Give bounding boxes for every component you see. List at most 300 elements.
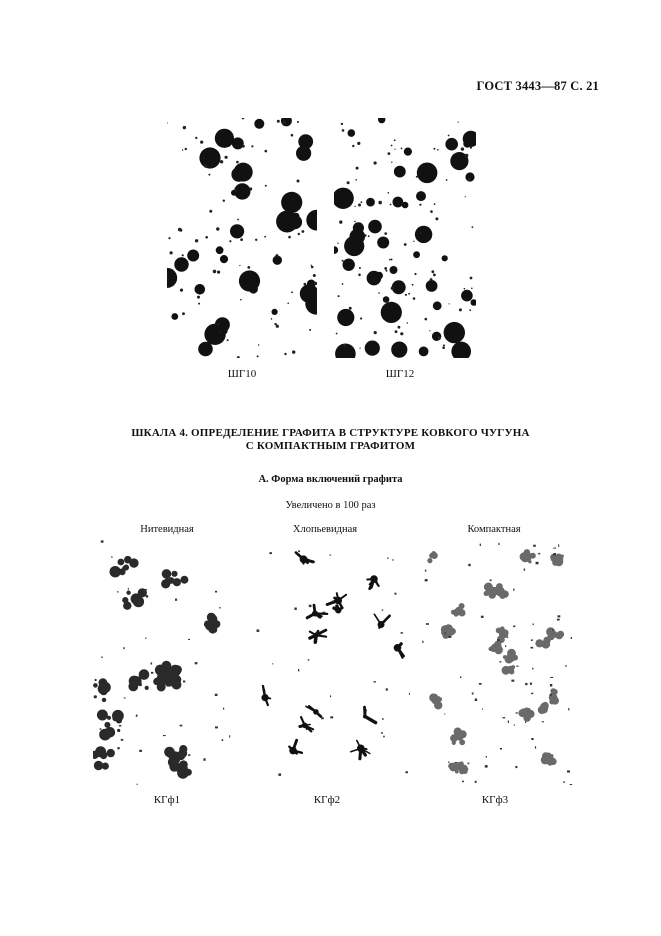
graphite-speck (117, 747, 119, 749)
graphite-speck (215, 726, 218, 728)
graphite-speck (508, 721, 509, 723)
graphite-speck (464, 288, 466, 290)
graphite-speck (297, 121, 299, 123)
graphite-speck (298, 233, 300, 235)
graphite-speck (302, 230, 305, 233)
graphite-speck (121, 739, 123, 741)
graphite-speck (119, 725, 122, 726)
graphite-speck (446, 179, 448, 181)
graphite-speck (405, 771, 408, 773)
graphite-speck (413, 241, 414, 242)
graphite-speck (516, 666, 519, 667)
graphite-speck (337, 243, 338, 244)
graphite-nodule (195, 284, 206, 295)
graphite-speck (558, 615, 561, 617)
graphite-speck (197, 296, 200, 299)
heading-kgf2: Хлопьевидная (292, 524, 358, 535)
graphite-speck (347, 181, 350, 184)
graphite-speck (531, 639, 533, 641)
graphite-speck (499, 661, 501, 662)
graphite-flake (300, 717, 313, 731)
graphite-speck (531, 647, 534, 649)
graphite-nodule (393, 197, 404, 208)
graphite-flake (296, 553, 313, 564)
graphite-speck (383, 736, 385, 738)
graphite-speck (229, 735, 230, 738)
graphite-speck (294, 608, 296, 610)
graphite-speck (389, 259, 391, 261)
micrograph-kgf1 (93, 540, 243, 785)
graphite-speck (384, 299, 386, 301)
graphite-nodule (174, 257, 188, 271)
graphite-nodule (417, 163, 438, 184)
graphite-speck (480, 544, 481, 546)
graphite-speck (170, 251, 173, 254)
graphite-speck (384, 267, 387, 270)
graphite-speck (225, 156, 228, 159)
graphite-speck (247, 266, 250, 269)
graphite-speck (203, 157, 205, 159)
graphite-nodule (426, 280, 438, 292)
graphite-speck (565, 665, 567, 666)
graphite-speck (313, 274, 316, 277)
graphite-speck (272, 663, 273, 664)
graphite-speck (291, 134, 294, 137)
graphite-speck (387, 558, 388, 559)
graphite-speck (318, 713, 319, 714)
graphite-inclusion (541, 752, 557, 765)
graphite-nodule (366, 198, 375, 207)
graphite-speck (330, 695, 331, 697)
graphite-inclusion (518, 708, 534, 722)
graphite-speck (431, 270, 434, 273)
graphite-speck (448, 135, 450, 137)
graphite-speck (269, 552, 272, 554)
graphite-speck (535, 746, 536, 748)
graphite-speck (516, 712, 518, 713)
graphite-speck (183, 126, 186, 129)
graphite-nodule (444, 322, 465, 343)
graphite-speck (167, 122, 168, 123)
graphite-nodule (419, 347, 429, 357)
graphite-speck (458, 122, 459, 123)
graphite-speck (384, 232, 387, 235)
graphite-inclusion (550, 554, 564, 567)
graphite-speck (185, 148, 187, 150)
graphite-speck (444, 714, 445, 715)
graphite-speck (352, 145, 354, 147)
graphite-speck (530, 683, 532, 685)
graphite-nodule (381, 302, 402, 323)
graphite-speck (412, 284, 414, 286)
graphite-speck (223, 708, 224, 710)
graphite-speck (358, 204, 361, 207)
graphite-speck (391, 259, 393, 261)
graphite-nodule (368, 220, 382, 234)
graphite-speck (124, 698, 126, 699)
graphite-speck (515, 766, 517, 768)
graphite-speck (374, 161, 377, 164)
graphite-speck (200, 141, 203, 144)
graphite-speck (525, 683, 527, 685)
graphite-speck (235, 189, 237, 191)
micrograph-kgf3-image (422, 540, 572, 785)
graphite-speck (486, 756, 487, 758)
graphite-speck (429, 330, 430, 331)
graphite-speck (284, 353, 286, 355)
graphite-speck (408, 293, 410, 295)
graphite-speck (407, 322, 408, 323)
graphite-flake (306, 706, 321, 716)
graphite-flake (310, 630, 326, 642)
graphite-speck (278, 773, 281, 776)
graphite-speck (382, 610, 383, 611)
graphite-speck (405, 294, 407, 296)
graphite-speck (550, 684, 552, 687)
graphite-speck (568, 708, 569, 710)
graphite-speck (311, 266, 314, 269)
graphite-speck (309, 605, 312, 607)
graphite-speck (448, 636, 451, 638)
graphite-nodule (286, 200, 297, 211)
graphite-speck (358, 274, 361, 277)
graphite-speck (216, 227, 219, 230)
graphite-speck (425, 318, 428, 321)
graphite-inclusion (538, 702, 549, 714)
graphite-speck (472, 693, 474, 695)
graphite-speck (100, 728, 102, 730)
graphite-speck (339, 220, 342, 223)
graphite-speck (442, 346, 445, 349)
graphite-speck (203, 758, 205, 761)
graphite-speck (433, 274, 436, 277)
graphite-speck (255, 239, 257, 241)
graphite-speck (183, 681, 185, 683)
graphite-speck (237, 356, 240, 358)
graphite-speck (182, 312, 185, 315)
graphite-speck (128, 588, 129, 590)
graphite-nodule (343, 259, 355, 271)
graphite-speck (381, 732, 383, 734)
graphite-speck (433, 148, 435, 150)
graphite-nodule (234, 183, 250, 199)
graphite-speck (373, 681, 376, 682)
graphite-nodule (344, 236, 364, 256)
section-subtitle: А. Форма включений графита (258, 474, 403, 485)
graphite-nodule (445, 138, 458, 151)
caption-kgf2: КГф2 (313, 794, 341, 806)
graphite-speck (445, 632, 446, 634)
graphite-speck (459, 308, 462, 311)
micrograph-shg12-image (334, 118, 476, 358)
graphite-speck (137, 784, 138, 785)
graphite-speck (139, 750, 142, 752)
graphite-nodule (451, 342, 471, 358)
graphite-speck (204, 165, 207, 168)
graphite-speck (513, 626, 515, 628)
graphite-speck (242, 118, 244, 119)
graphite-speck (553, 553, 556, 556)
graphite-nodule (281, 118, 292, 126)
graphite-speck (425, 579, 428, 581)
graphite-speck (264, 236, 266, 238)
graphite-speck (309, 329, 311, 331)
graphite-speck (404, 243, 407, 246)
graphite-speck (180, 289, 183, 292)
graphite-speck (557, 619, 560, 621)
graphite-speck (490, 580, 492, 582)
graphite-speck (265, 150, 268, 153)
graphite-speck (291, 291, 293, 293)
graphite-speck (388, 152, 391, 155)
graphite-speck (195, 137, 197, 139)
graphite-speck (287, 303, 289, 305)
micrograph-kgf2 (255, 540, 410, 785)
graphite-nodule (216, 246, 224, 254)
graphite-speck (217, 271, 220, 274)
graphite-speck (168, 237, 170, 239)
graphite-nodule (198, 342, 213, 357)
graphite-flake (334, 606, 342, 613)
graphite-speck (304, 283, 307, 286)
graphite-speck (240, 299, 242, 301)
graphite-speck (426, 623, 429, 625)
section-title-line1: ШКАЛА 4. ОПРЕДЕЛЕНИЕ ГРАФИТА В СТРУКТУРЕ КОВКОГО ЧУГУНА (131, 427, 530, 439)
graphite-inclusion (97, 710, 124, 741)
graphite-speck (475, 699, 477, 702)
graphite-speck (413, 297, 416, 300)
graphite-speck (136, 715, 138, 717)
graphite-speck (239, 265, 240, 266)
graphite-nodule (171, 313, 178, 320)
graphite-speck (558, 544, 559, 546)
graphite-speck (416, 176, 418, 178)
graphite-speck (180, 725, 183, 727)
graphite-speck (123, 647, 124, 649)
graphite-flake (367, 575, 378, 588)
graphite-speck (322, 612, 325, 613)
graphite-inclusion (169, 760, 192, 778)
micrograph-shg12 (334, 118, 476, 358)
graphite-speck (240, 238, 243, 241)
graphite-speck (542, 721, 544, 722)
graphite-speck (378, 201, 382, 205)
graphite-speck (336, 333, 338, 335)
graphite-speck (356, 167, 359, 170)
graphite-nodule (365, 341, 380, 356)
graphite-speck (552, 629, 553, 631)
graphite-speck (503, 717, 506, 718)
graphite-nodule (461, 290, 473, 302)
graphite-flake (363, 707, 376, 723)
graphite-inclusion (451, 603, 466, 617)
graphite-speck (485, 765, 488, 768)
graphite-speck (378, 292, 380, 294)
graphite-speck (145, 589, 147, 590)
graphite-speck (343, 344, 346, 347)
graphite-nodule (254, 119, 264, 129)
graphite-speck (342, 283, 344, 285)
graphite-nodule (215, 129, 234, 148)
graphite-speck (533, 624, 534, 625)
graphite-speck (437, 149, 439, 151)
graphite-speck (354, 206, 355, 207)
graphite-speck (533, 545, 536, 547)
graphite-inclusion (161, 569, 188, 588)
graphite-speck (390, 204, 392, 206)
graphite-speck (330, 716, 333, 718)
micrograph-kgf2-image (255, 540, 410, 785)
graphite-speck (567, 770, 570, 772)
graphite-speck (145, 638, 146, 639)
graphite-speck (550, 694, 552, 696)
graphite-speck (538, 553, 540, 555)
graphite-nodule (442, 255, 448, 261)
graphite-speck (398, 326, 401, 329)
graphite-speck (311, 265, 312, 266)
graphite-speck (138, 602, 141, 604)
graphite-speck (550, 677, 553, 678)
graphite-speck (332, 601, 335, 602)
magnification-note: Увеличено в 100 раз (285, 500, 376, 511)
graphite-nodule (296, 146, 311, 161)
graphite-speck (524, 569, 525, 571)
heading-kgf3: Компактная (467, 524, 521, 535)
graphite-speck (531, 738, 533, 740)
graphite-speck (175, 599, 177, 601)
graphite-speck (475, 781, 477, 783)
graphite-nodule (337, 309, 354, 326)
graphite-inclusion (549, 688, 559, 704)
graphite-speck (472, 226, 474, 228)
graphite-speck (321, 717, 324, 719)
caption-kgf3: КГф3 (481, 794, 509, 806)
graphite-inclusion (427, 551, 438, 563)
graphite-speck (498, 543, 499, 545)
graphite-speck (342, 129, 345, 132)
graphite-nodule (415, 226, 432, 243)
graphite-speck (298, 550, 300, 552)
graphite-speck (465, 154, 468, 157)
graphite-speck (195, 662, 198, 664)
graphite-speck (401, 148, 403, 150)
graphite-speck (215, 694, 218, 696)
graphite-speck (251, 145, 253, 147)
graphite-speck (360, 348, 361, 349)
graphite-nodule (306, 210, 317, 231)
caption-kgf1: КГф1 (153, 794, 181, 806)
graphite-nodule (348, 129, 356, 137)
graphite-speck (479, 683, 482, 685)
graphite-nodule (471, 299, 477, 306)
graphite-speck (163, 735, 166, 736)
graphite-speck (470, 277, 473, 280)
graphite-flake (351, 741, 370, 759)
graphite-speck (511, 680, 514, 682)
graphite-speck (445, 257, 446, 258)
graphite-speck (111, 556, 112, 558)
graphite-speck (361, 201, 363, 203)
graphite-speck (394, 139, 396, 141)
graphite-nodule (375, 272, 383, 280)
graphite-speck (257, 630, 260, 632)
graphite-nodule (390, 266, 398, 274)
graphite-speck (571, 637, 572, 639)
graphite-speck (271, 318, 273, 320)
graphite-speck (208, 174, 210, 176)
graphite-flake (394, 644, 404, 658)
micrograph-shg10-image (167, 118, 317, 358)
graphite-speck (188, 639, 190, 640)
graphite-speck (513, 589, 514, 591)
graphite-inclusion (520, 549, 536, 563)
graphite-speck (419, 204, 421, 206)
graphite-speck (392, 559, 393, 561)
graphite-speck (437, 336, 441, 340)
graphite-speck (364, 234, 366, 236)
graphite-speck (219, 331, 221, 333)
graphite-speck (292, 350, 295, 353)
graphite-speck (209, 210, 212, 213)
graphite-speck (500, 748, 502, 750)
graphite-speck (217, 324, 219, 326)
graphite-speck (505, 645, 506, 647)
graphite-speck (368, 235, 370, 237)
graphite-speck (176, 770, 178, 772)
graphite-nodule (383, 296, 390, 303)
graphite-nodule (378, 118, 385, 123)
graphite-flake (289, 740, 302, 754)
graphite-speck (388, 192, 390, 194)
graphite-nodule (334, 246, 338, 254)
graphite-nodule (353, 222, 364, 233)
graphite-flake (374, 614, 389, 628)
graphite-inclusion (503, 649, 518, 664)
graphite-speck (471, 288, 473, 290)
graphite-speck (570, 784, 572, 785)
graphite-speck (219, 607, 221, 608)
graphite-speck (276, 325, 279, 328)
graphite-speck (434, 203, 436, 205)
graphite-nodule (391, 342, 407, 358)
graphite-speck (151, 672, 154, 674)
graphite-speck (297, 180, 300, 183)
caption-shg12: ШГ12 (385, 368, 415, 380)
graphite-speck (265, 185, 267, 187)
graphite-speck (101, 657, 103, 658)
graphite-speck (470, 147, 472, 149)
graphite-nodule (187, 250, 199, 262)
graphite-nodule (402, 202, 409, 209)
graphite-speck (341, 123, 343, 125)
graphite-speck (258, 344, 259, 345)
micrograph-shg10 (167, 118, 317, 358)
graphite-speck (209, 613, 211, 615)
graphite-speck (338, 295, 340, 297)
graphite-speck (275, 254, 278, 257)
graphite-speck (391, 287, 394, 290)
graphite-speck (462, 781, 464, 783)
graphite-speck (354, 221, 356, 223)
graphite-speck (455, 762, 458, 763)
heading-kgf1: Нитевидная (140, 524, 194, 535)
graphite-inclusion (204, 613, 221, 634)
graphite-speck (400, 332, 403, 335)
graphite-speck (482, 709, 483, 710)
graphite-speck (422, 641, 423, 643)
graphite-speck (532, 668, 533, 670)
graphite-nodule (416, 191, 426, 201)
